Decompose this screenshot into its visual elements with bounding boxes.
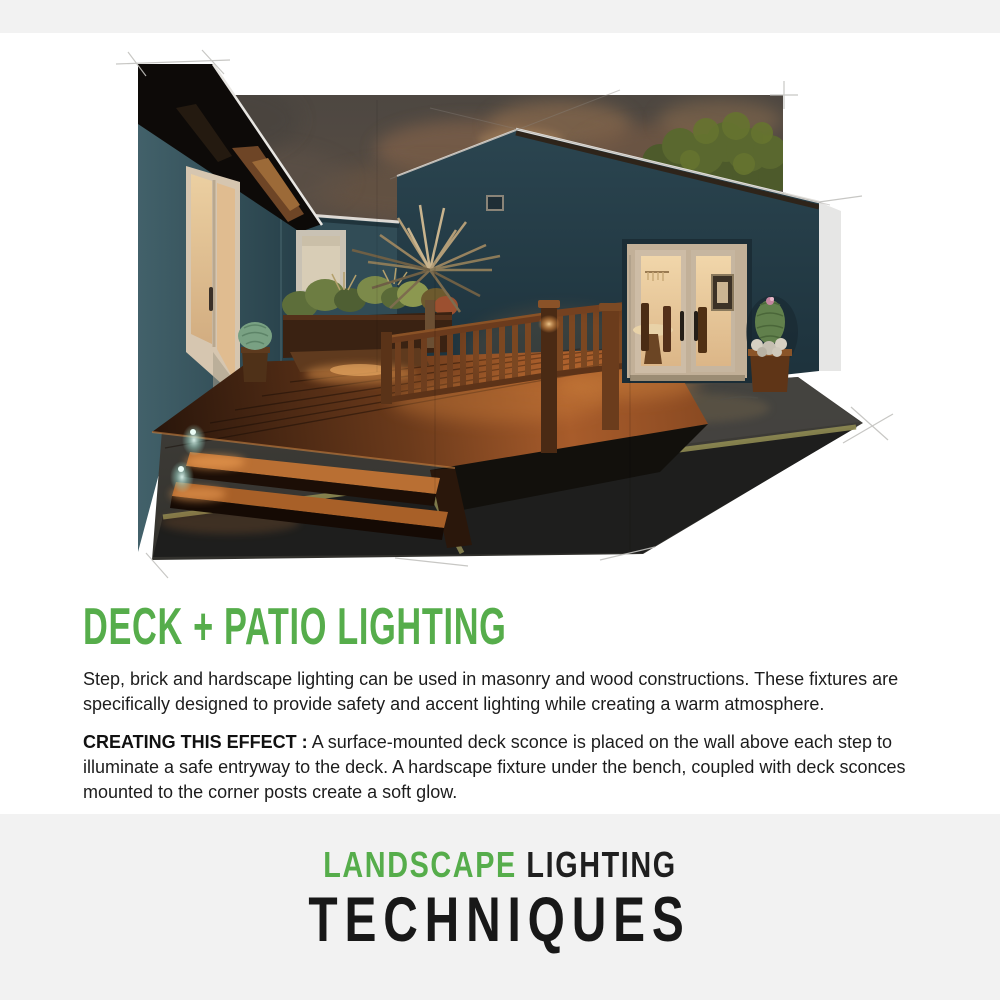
brand-landscape: LANDSCAPE [323, 844, 517, 885]
gable-vent [487, 196, 503, 210]
brand-lighting: LIGHTING [526, 844, 677, 885]
effect-paragraph [83, 730, 943, 805]
description-section [83, 598, 943, 818]
brand-line-2 [0, 885, 1000, 955]
door-handle-left [680, 311, 684, 341]
page-title-text: DECK + PATIO LIGHTING [83, 598, 507, 656]
post-sconce-glow [538, 315, 560, 333]
page-title [83, 598, 943, 656]
ground-post [602, 308, 619, 430]
side-panel [819, 202, 841, 371]
footer-brand-band [0, 814, 1000, 1000]
door-handle-right [694, 311, 698, 341]
door-handle [209, 287, 213, 311]
intro-paragraph: Step, brick and hardscape lighting can be used in masonry and wood constructions. These fixtures are specifically designed to provide safety and accent lighting while creating a warm atmosphere. [83, 669, 899, 715]
brand-techniques: TECHNIQUES [308, 885, 692, 955]
effect-label: CREATING THIS EFFECT : [83, 732, 308, 753]
railing-post [381, 332, 392, 404]
french-doors [622, 239, 752, 383]
brand-line-1 [0, 844, 1000, 885]
effect-text: A surface-mounted deck sconce is placed on the wall above each step to illuminate a safe entryway to the deck. A hardscape fixture under the bench, coupled with deck sconces mounted to the corner posts create a soft glow. [83, 732, 906, 803]
